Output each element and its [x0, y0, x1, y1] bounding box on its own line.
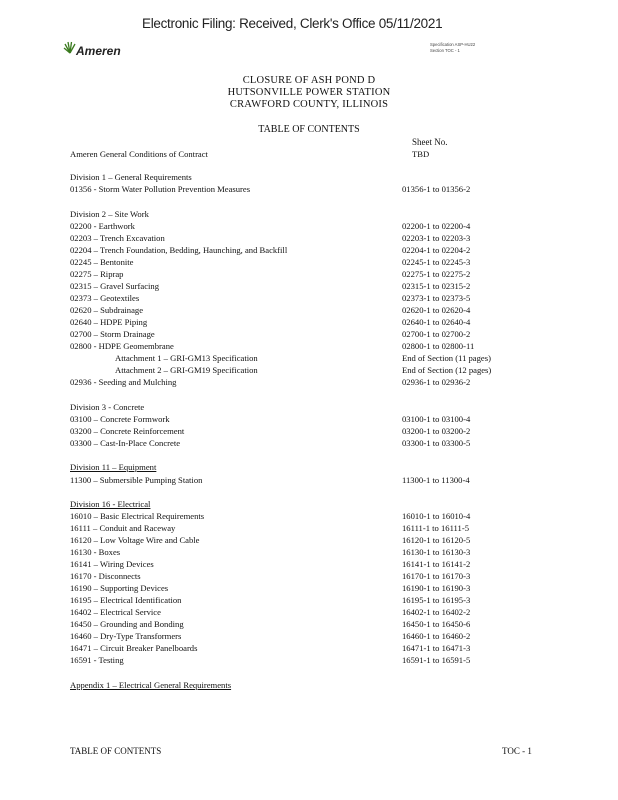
toc-row-attachment — [115, 364, 550, 376]
filing-stamp: Electronic Filing: Received, Clerk's Office 05/11/2021 — [142, 16, 443, 31]
toc-label: 03300 – Cast-In-Place Concrete — [70, 438, 181, 448]
toc-label: Division 16 - Electrical — [70, 499, 151, 509]
project-title — [0, 75, 618, 111]
toc-range: 02200-1 to 02200-4 — [402, 221, 471, 231]
toc-row — [70, 268, 550, 280]
sheet-no-header: Sheet No. — [412, 137, 448, 147]
toc-range: 16471-1 to 16471-3 — [402, 643, 471, 653]
toc-range: End of Section (11 pages) — [402, 353, 491, 363]
toc-label: 16460 – Dry-Type Transformers — [70, 631, 182, 641]
division-heading — [70, 208, 550, 220]
division-heading — [70, 401, 550, 413]
toc-label: Appendix 1 – Electrical General Requirements — [70, 680, 232, 690]
toc-label: 02245 – Bentonite — [70, 257, 134, 267]
toc-label: 02700 – Storm Drainage — [70, 329, 155, 339]
spec-ref-line: Section TOC - 1 — [430, 48, 460, 53]
spec-ref-line: Specification ASP-HU22 — [430, 42, 476, 47]
toc-range: 16170-1 to 16170-3 — [402, 571, 471, 581]
toc-row — [70, 183, 550, 195]
footer-title: TABLE OF CONTENTS — [70, 746, 162, 756]
ameren-logo — [63, 41, 123, 61]
toc-row — [70, 522, 550, 534]
toc-range: 16141-1 to 16141-2 — [402, 559, 471, 569]
toc-row — [70, 256, 550, 268]
toc-row — [70, 606, 550, 618]
toc-row — [70, 280, 550, 292]
toc-row — [70, 630, 550, 642]
toc-row-attachment — [115, 352, 550, 364]
toc-range: 01356-1 to 01356-2 — [402, 184, 471, 194]
toc-range: 02203-1 to 02203-3 — [402, 233, 471, 243]
toc-range: 16402-1 to 16402-2 — [402, 607, 471, 617]
toc-row — [70, 558, 550, 570]
toc-label: 16402 – Electrical Service — [70, 607, 161, 617]
toc-range: 16591-1 to 16591-5 — [402, 655, 471, 665]
toc-range: 03100-1 to 03100-4 — [402, 414, 471, 424]
toc-label: 02640 – HDPE Piping — [70, 317, 148, 327]
toc-label: 02373 – Geotextiles — [70, 293, 140, 303]
title-line-1: CLOSURE OF ASH POND D — [242, 75, 376, 86]
toc-label: 02204 – Trench Foundation, Bedding, Haunching, and Backfill — [70, 245, 288, 255]
toc-row — [70, 316, 550, 328]
division-heading — [70, 498, 550, 510]
title-line-3: CRAWFORD COUNTY, ILLINOIS — [229, 99, 389, 110]
toc-range: 16460-1 to 16460-2 — [402, 631, 471, 641]
toc-range: 16195-1 to 16195-3 — [402, 595, 471, 605]
toc-row — [70, 244, 550, 256]
toc-row — [70, 570, 550, 582]
toc-range: 02373-1 to 02373-5 — [402, 293, 471, 303]
toc-label: Attachment 2 – GRI-GM19 Specification — [115, 365, 258, 375]
toc-label: 16141 – Wiring Devices — [70, 559, 154, 569]
toc-label: 03100 – Concrete Formwork — [70, 414, 170, 424]
toc-range: 02620-1 to 02620-4 — [402, 305, 471, 315]
toc-range: 16010-1 to 16010-4 — [402, 511, 471, 521]
toc-row — [70, 474, 550, 486]
toc-row-general-conditions — [70, 148, 550, 160]
toc-row — [70, 304, 550, 316]
toc-row — [70, 642, 550, 654]
toc-range: 03300-1 to 03300-5 — [402, 438, 471, 448]
toc-range: TBD — [412, 149, 430, 159]
toc-row — [70, 425, 550, 437]
toc-label: Division 11 – Equipment — [70, 462, 157, 472]
toc-label: 02200 - Earthwork — [70, 221, 135, 231]
toc-label: 16111 – Conduit and Raceway — [70, 523, 176, 533]
toc-row — [70, 340, 550, 352]
specification-reference — [430, 42, 475, 54]
toc-label: 02800 - HDPE Geomembrane — [70, 341, 174, 351]
division-heading — [70, 461, 550, 473]
toc-label: 02315 – Gravel Surfacing — [70, 281, 160, 291]
title-line-2: HUTSONVILLE POWER STATION — [227, 87, 391, 98]
toc-range: 02700-1 to 02700-2 — [402, 329, 471, 339]
toc-range: 16111-1 to 16111-5 — [402, 523, 469, 533]
toc-row — [70, 328, 550, 340]
toc-label: 16130 - Boxes — [70, 547, 121, 557]
appendix-heading — [70, 679, 550, 691]
toc-label: 02275 – Riprap — [70, 269, 124, 279]
toc-range: 02936-1 to 02936-2 — [402, 377, 471, 387]
toc-label: Attachment 1 – GRI-GM13 Specification — [115, 353, 258, 363]
toc-label: 16450 – Grounding and Bonding — [70, 619, 184, 629]
toc-range: 11300-1 to 11300-4 — [402, 475, 470, 485]
toc-label: 16190 – Supporting Devices — [70, 583, 169, 593]
toc-row — [70, 594, 550, 606]
toc-label: Division 3 - Concrete — [70, 402, 145, 412]
toc-row — [70, 510, 550, 522]
toc-range: 16130-1 to 16130-3 — [402, 547, 471, 557]
toc-label: 11300 – Submersible Pumping Station — [70, 475, 203, 485]
toc-range: 16190-1 to 16190-3 — [402, 583, 471, 593]
toc-label: 16170 - Disconnects — [70, 571, 141, 581]
toc-row — [70, 546, 550, 558]
toc-row — [70, 232, 550, 244]
toc-label: 02203 – Trench Excavation — [70, 233, 165, 243]
toc-row — [70, 437, 550, 449]
toc-label: 03200 – Concrete Reinforcement — [70, 426, 185, 436]
toc-row — [70, 654, 550, 666]
toc-range: 02275-1 to 02275-2 — [402, 269, 471, 279]
toc-range: 02315-1 to 02315-2 — [402, 281, 471, 291]
toc-label: 16010 – Basic Electrical Requirements — [70, 511, 205, 521]
toc-range: 02800-1 to 02800-11 — [402, 341, 475, 351]
toc-range: 16120-1 to 16120-5 — [402, 535, 471, 545]
toc-label: 02620 – Subdrainage — [70, 305, 144, 315]
logo-text: Ameren — [76, 44, 121, 58]
toc-range: 02245-1 to 02245-3 — [402, 257, 471, 267]
division-heading — [70, 171, 550, 183]
toc-label: 16591 - Testing — [70, 655, 124, 665]
toc-label: Division 1 – General Requirements — [70, 172, 192, 182]
toc-range: 03200-1 to 03200-2 — [402, 426, 471, 436]
toc-range: 02640-1 to 02640-4 — [402, 317, 471, 327]
toc-range: 16450-1 to 16450-6 — [402, 619, 471, 629]
toc-label: Division 2 – Site Work — [70, 209, 149, 219]
toc-label: 16195 – Electrical Identification — [70, 595, 182, 605]
ameren-logo-icon — [63, 41, 77, 55]
toc-row — [70, 534, 550, 546]
toc-range: 02204-1 to 02204-2 — [402, 245, 471, 255]
toc-row — [70, 413, 550, 425]
toc-range: End of Section (12 pages) — [402, 365, 492, 375]
toc-row — [70, 582, 550, 594]
toc-row — [70, 220, 550, 232]
toc-label: 16471 – Circuit Breaker Panelboards — [70, 643, 198, 653]
toc-row — [70, 292, 550, 304]
toc-row — [70, 618, 550, 630]
toc-heading: TABLE OF CONTENTS — [258, 124, 360, 135]
toc-label: 01356 - Storm Water Pollution Prevention Measures — [70, 184, 251, 194]
toc-label: 16120 – Low Voltage Wire and Cable — [70, 535, 200, 545]
footer-page-number: TOC - 1 — [502, 746, 532, 756]
toc-label: Ameren General Conditions of Contract — [70, 149, 208, 159]
toc-row — [70, 376, 550, 388]
toc-label: 02936 - Seeding and Mulching — [70, 377, 177, 387]
